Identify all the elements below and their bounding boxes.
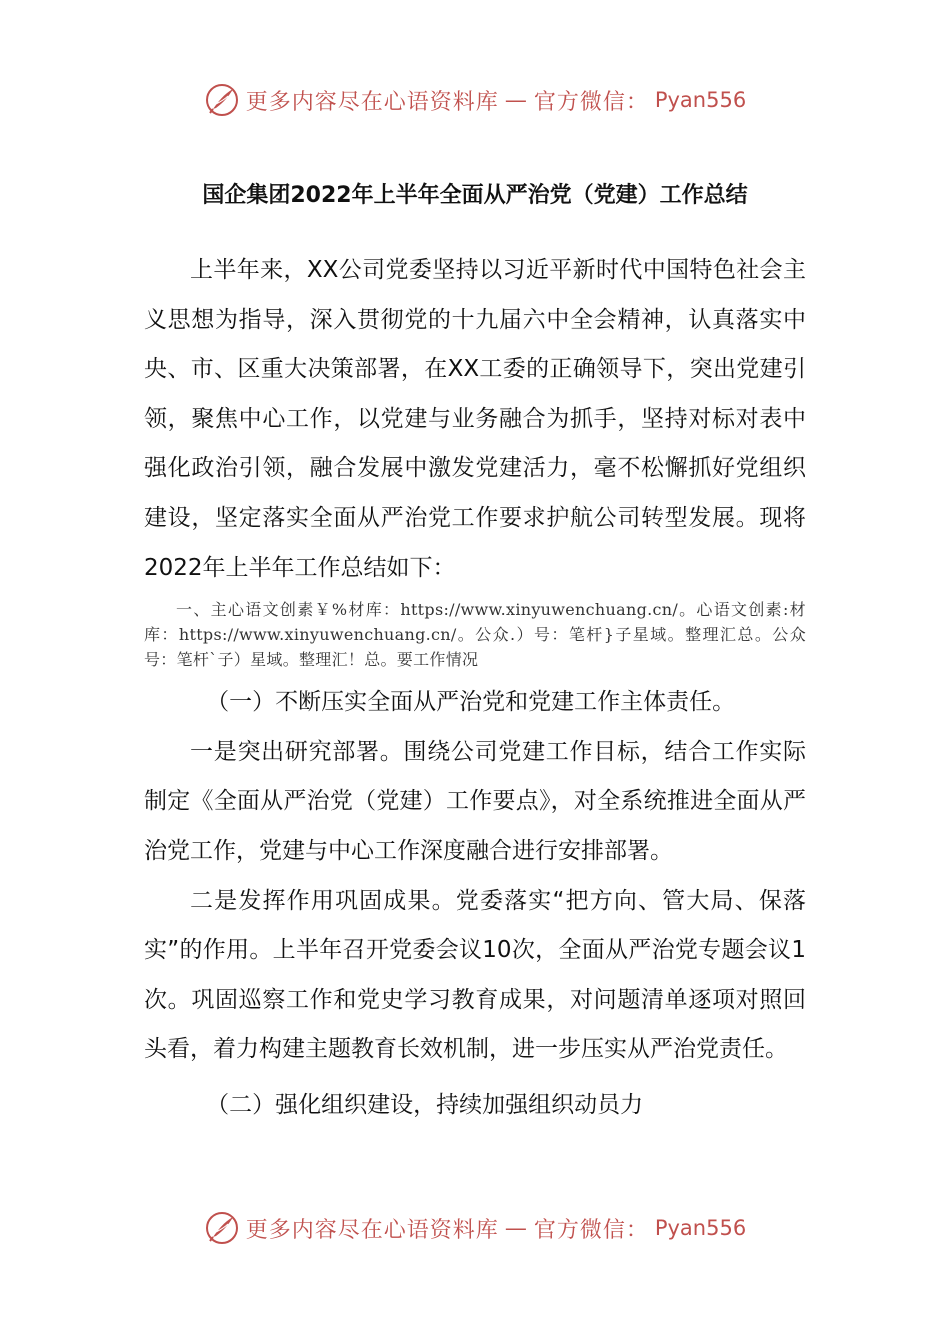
quill-logo-icon <box>204 1210 240 1246</box>
section-1-heading: （一）不断压实全面从严治党和党建工作主体责任。 <box>206 689 736 716</box>
banner-brand-text: 更多内容尽在心语资料库 <box>245 1217 499 1243</box>
banner-wechat-label: 官方微信： <box>533 89 649 115</box>
intro-paragraph: 上半年来，XX公司党委坚持以习近平新时代中国特色社会主义思想为指导，深入贯彻党的十九届六中全会精神，认真落实中央、市、区重大决策部署，在XX工委的正确领导下，突出党建引领，聚焦中心工作，以党建与业务融合为抓手，坚持对标对表中强化政治引领，融合发展中激发党建活力，毫不松懈抓好党组织建设，坚定落实全面从严治党工作要求护航公司转型发展。现将2022年上半年工作总结如下： <box>144 257 806 581</box>
section-2-heading: （二）强化组织建设，持续加强组织动员力 <box>206 1091 644 1118</box>
footer-watermark-banner <box>0 1210 950 1246</box>
section-1-paragraph-1: 一是突出研究部署。围绕公司党建工作目标，结合工作实际制定《全面从严治党（党建）工作要点》，对全系统推进全面从严治党工作，党建与中心工作深度融合进行安排部署。 <box>144 738 806 864</box>
quill-logo-icon <box>204 82 240 118</box>
banner-separator: — <box>504 1215 528 1241</box>
watermark-noise-line: 一、主心语文创素￥%材库：https://www.xinyuwenchuang.cn/。心语文创素:材库：https://www.xinyuwenchuang.cn/。公众.）号：笔杆}子星域。整理汇总。公众号：笔杆`子）星域。整理汇！总。要工作情况 <box>144 600 806 670</box>
section-1-paragraph-2: 二是发挥作用巩固成果。党委落实“把方向、管大局、保落实”的作用。上半年召开党委会议10次，全面从严治党专题会议1次。巩固巡察工作和党史学习教育成果，对问题清单逐项对照回头看，着力构建主题教育长效机制，进一步压实从严治党责任。 <box>144 887 806 1063</box>
header-watermark-banner <box>0 82 950 118</box>
banner-wechat-label: 官方微信： <box>533 1217 649 1243</box>
banner-separator: — <box>504 87 528 113</box>
banner-wechat-handle: Pyan556 <box>654 1216 747 1240</box>
document-title: 国企集团2022年上半年全面从严治党（党建）工作总结 <box>202 183 748 208</box>
document-body <box>144 246 806 1131</box>
banner-brand-text: 更多内容尽在心语资料库 <box>245 89 499 115</box>
banner-wechat-handle: Pyan556 <box>654 88 747 112</box>
